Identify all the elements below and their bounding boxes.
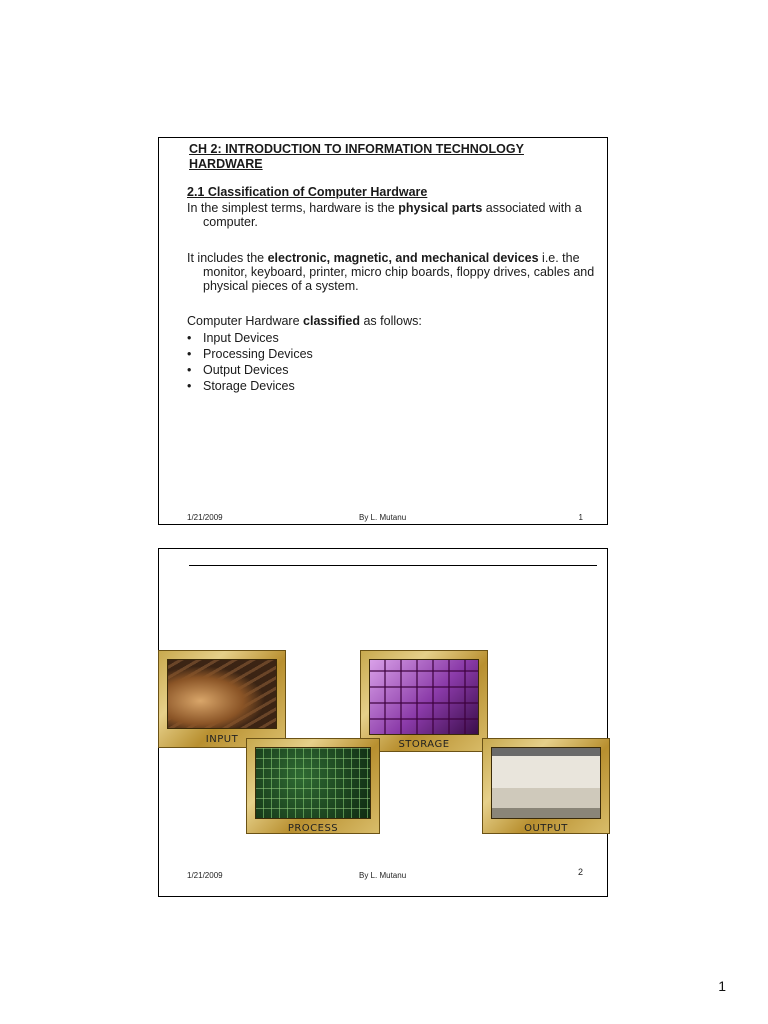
list-item: • Storage Devices xyxy=(187,378,313,394)
paragraph-definition: In the simplest terms, hardware is the physical parts associated with a computer. xyxy=(187,201,582,229)
printer-image xyxy=(491,747,601,819)
process-caption: PROCESS xyxy=(287,823,339,834)
process-image-frame xyxy=(246,738,380,834)
list-item: • Processing Devices xyxy=(187,346,313,362)
paragraph-classified: Computer Hardware classified as follows: xyxy=(187,314,422,328)
circuit-board-image xyxy=(255,747,371,819)
storage-image-frame xyxy=(360,650,488,752)
list-item: • Input Devices xyxy=(187,330,313,346)
output-image-frame xyxy=(482,738,610,834)
output-caption: OUTPUT xyxy=(524,823,568,834)
slide-number: 1 xyxy=(578,513,583,522)
hardware-classes-list xyxy=(187,330,313,394)
page-number: 1 xyxy=(718,978,726,994)
list-item: • Output Devices xyxy=(187,362,313,378)
slide-title: CH 2: INTRODUCTION TO INFORMATION TECHNOLOGY HARDWARE xyxy=(189,142,524,171)
section-heading: 2.1 Classification of Computer Hardware xyxy=(187,185,428,199)
paragraph-includes: It includes the electronic, magnetic, and mechanical devices i.e. the monitor, keyboard, printer, micro chip boards, floppy drives, cables and physical pieces of a system. xyxy=(187,251,595,293)
footer-author: By L. Mutanu xyxy=(359,871,407,880)
keyboard-image xyxy=(167,659,277,729)
disk-drive-image xyxy=(369,659,479,735)
title-rule xyxy=(189,565,597,566)
slide-number: 2 xyxy=(577,867,583,877)
footer-date: 1/21/2009 xyxy=(187,871,223,880)
storage-caption: STORAGE xyxy=(398,739,450,750)
footer-author: By L. Mutanu xyxy=(359,513,407,522)
input-caption: INPUT xyxy=(205,734,239,745)
slide-1 xyxy=(158,137,608,525)
input-image-frame xyxy=(158,650,286,748)
footer-date: 1/21/2009 xyxy=(187,513,223,522)
